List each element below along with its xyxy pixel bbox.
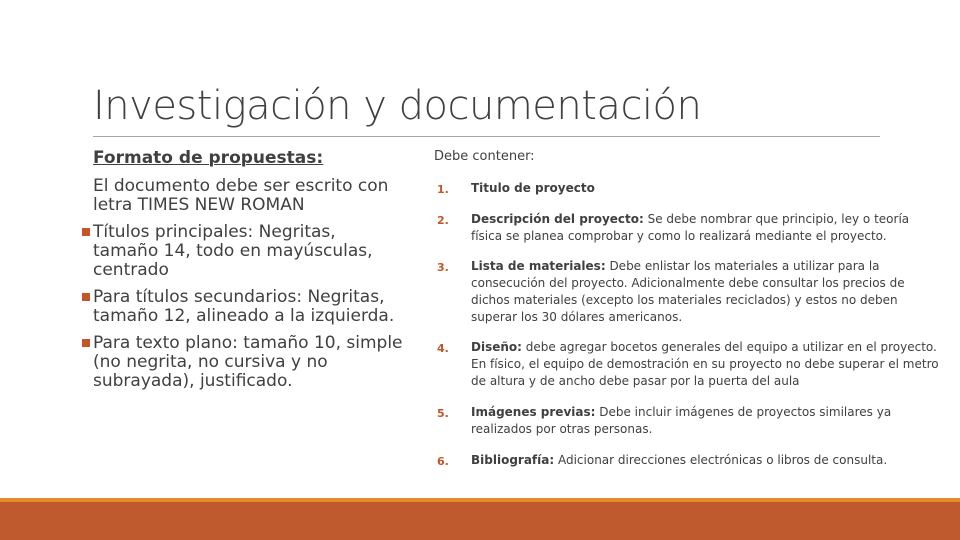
- left-column: [93, 146, 403, 391]
- item-label: Lista de materiales:: [471, 259, 606, 273]
- bullet-item: [93, 223, 403, 280]
- bullet-item: [93, 288, 403, 326]
- item-text: Debe incluir imágenes de proyectos similares ya realizados por otras personas.: [471, 405, 892, 436]
- item-label: Imágenes previas:: [471, 405, 596, 419]
- item-label: Titulo de proyecto: [471, 181, 595, 195]
- square-bullet-icon: [82, 228, 90, 236]
- bullet-text: Para títulos secundarios: Negritas, tamaño 12, alineado a la izquierda.: [93, 287, 395, 326]
- numbered-item: [434, 339, 944, 390]
- numbered-item: [434, 180, 944, 197]
- item-number: 4.: [437, 342, 449, 355]
- numbered-item: [434, 211, 944, 245]
- item-text: Debe enlistar los materiales a utilizar para la consecución del proyecto. Adicionalmente debe consultar los precios de dichos materiales (excepto los materiales reciclados) y estos no deben superar los 30 dólares americanos.: [471, 259, 905, 324]
- item-label: Descripción del proyecto:: [471, 212, 644, 226]
- format-heading: Formato de propuestas:: [93, 148, 324, 168]
- item-label: Diseño:: [471, 340, 522, 354]
- item-number: 2.: [437, 214, 449, 227]
- format-paragraph: El documento debe ser escrito con letra TIMES NEW ROMAN: [93, 176, 389, 215]
- title-divider: [93, 136, 880, 137]
- item-number: 1.: [437, 183, 449, 196]
- contents-intro: Debe contener:: [434, 149, 535, 164]
- footer-bar: [0, 502, 960, 540]
- item-number: 5.: [437, 407, 449, 420]
- item-text: debe agregar bocetos generales del equipo a utilizar en el proyecto. En físico, el equipo de demostración en su proyecto no debe superar el metro de altura y de ancho debe pasar por la puerta del aula: [471, 340, 939, 388]
- item-number: 3.: [437, 261, 449, 274]
- item-text: Adicionar direcciones electrónicas o libros de consulta.: [554, 453, 888, 467]
- item-label: Bibliografía:: [471, 453, 555, 467]
- bullet-text: Títulos principales: Negritas, tamaño 14, todo en mayúsculas, centrado: [93, 222, 373, 280]
- item-text: Se debe nombrar que principio, ley o teoría física se planea comprobar y como lo realizará mediante el proyecto.: [471, 212, 910, 243]
- bullet-item: [93, 334, 403, 391]
- numbered-item: [434, 452, 944, 469]
- square-bullet-icon: [82, 293, 90, 301]
- item-number: 6.: [437, 455, 449, 468]
- numbered-item: [434, 404, 944, 438]
- right-column: [434, 148, 944, 469]
- bullet-text: Para texto plano: tamaño 10, simple (no negrita, no cursiva y no subrayada), justificado.: [93, 333, 403, 391]
- slide-title: Investigación y documentación: [93, 83, 702, 129]
- numbered-item: [434, 258, 944, 326]
- square-bullet-icon: [82, 339, 90, 347]
